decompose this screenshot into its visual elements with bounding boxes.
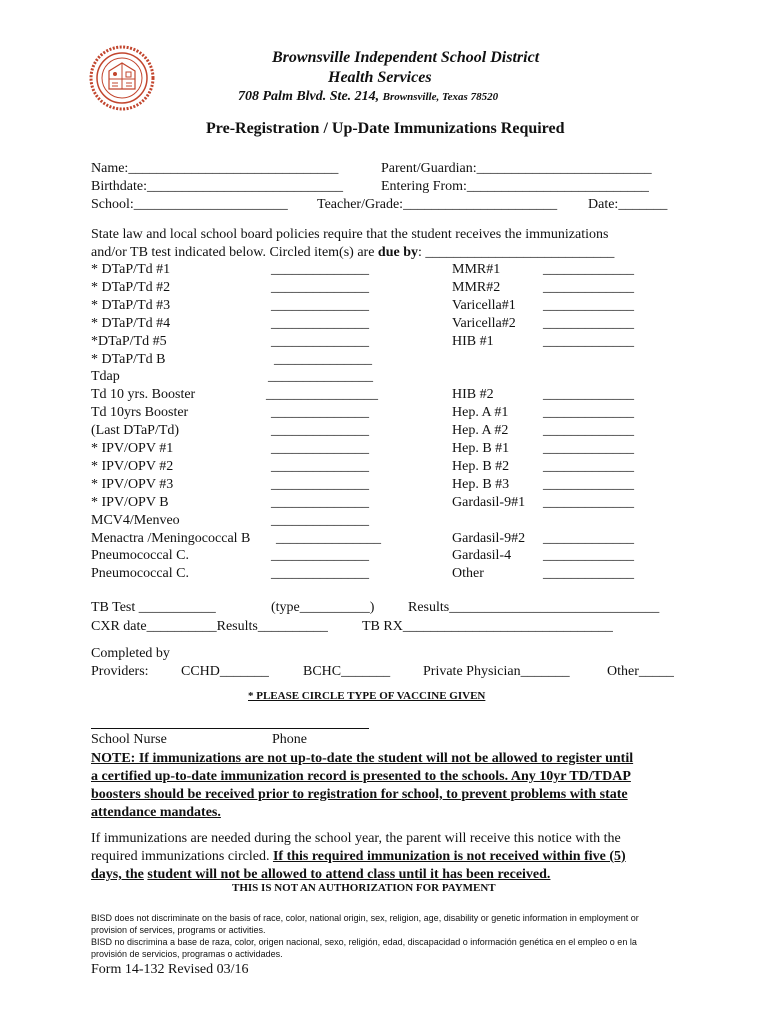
- entering-from-field[interactable]: Entering From:__________________________: [381, 179, 649, 194]
- vaccine-date-field-left[interactable]: ______________: [271, 441, 369, 456]
- vaccine-date-field-left[interactable]: ______________: [271, 297, 369, 313]
- vaccine-name-left: Td 10yrs Booster: [91, 405, 189, 421]
- vaccine-row: [91, 459, 691, 477]
- vaccine-name-right: Gardasil-9#2: [452, 530, 526, 546]
- vaccine-date-field-left[interactable]: ______________: [271, 279, 369, 295]
- vaccine-date-field-left[interactable]: ______________: [271, 458, 369, 474]
- district-name: Brownsville Independent School District: [272, 49, 540, 66]
- school-year-text: required immunizations circled.: [91, 849, 273, 864]
- vaccine-row: [91, 369, 691, 387]
- school-row: [91, 197, 691, 215]
- vaccine-date-field-right[interactable]: _____________: [543, 297, 634, 313]
- vaccine-date-field-right[interactable]: _____________: [543, 548, 634, 564]
- vaccine-name-left: * IPV/OPV #1: [91, 441, 174, 456]
- note-line-3: boosters should be received prior to registration for school, to prevent problems with state: [91, 787, 628, 802]
- five-day-warning: If this required immunization is not received within five (5): [272, 849, 626, 864]
- vaccine-row: [91, 548, 691, 566]
- vaccine-date-field-right[interactable]: _____________: [543, 279, 634, 295]
- due-by-field[interactable]: : ___________________________: [418, 245, 615, 260]
- vaccine-date-field-right[interactable]: _____________: [543, 458, 634, 474]
- vaccine-row: [91, 531, 691, 549]
- vaccine-name-left: * DTaP/Td #3: [91, 297, 171, 313]
- vaccine-name-left: * IPV/OPV #2: [91, 458, 174, 474]
- tb-test-row: [91, 600, 691, 618]
- vaccine-name-left: * DTaP/Td #4: [91, 315, 171, 331]
- signature-row: [91, 732, 691, 750]
- vaccine-date-field-left[interactable]: ______________: [271, 512, 369, 528]
- vaccine-row: [91, 513, 691, 531]
- vaccine-date-field-left[interactable]: ______________: [271, 262, 369, 277]
- completed-by-row: [91, 646, 691, 664]
- vaccine-date-field-right[interactable]: _____________: [543, 494, 634, 510]
- tb-type-field[interactable]: (type__________): [271, 600, 375, 615]
- providers-label: Providers:: [91, 664, 149, 679]
- address-street: 708 Palm Blvd. Ste. 214,: [238, 89, 380, 104]
- vaccine-name-right: HIB #1: [452, 333, 494, 349]
- tb-test-field[interactable]: TB Test ___________: [91, 600, 216, 615]
- vaccine-name-right: Hep. B #1: [452, 441, 510, 456]
- vaccine-name-left: Pneumococcal C.: [91, 566, 189, 582]
- vaccine-row: [91, 387, 691, 405]
- completed-by-label: Completed by: [91, 646, 170, 661]
- vaccine-name-right: MMR#1: [452, 262, 501, 277]
- vaccine-name-left: Pneumococcal C.: [91, 548, 189, 564]
- vaccine-date-field-left[interactable]: ______________: [271, 548, 369, 564]
- vaccine-row: [91, 352, 691, 370]
- nondiscrimination-disclaimer: [91, 912, 691, 960]
- school-year-line-1: If immunizations are needed during the school year, the parent will receive this notice with the: [91, 831, 621, 846]
- vaccine-date-field-left[interactable]: ________________: [266, 387, 378, 403]
- form-number: Form 14-132 Revised 03/16: [91, 962, 249, 977]
- tb-results-field[interactable]: Results______________________________: [408, 600, 660, 615]
- vaccine-name-left: * DTaP/Td #2: [91, 279, 171, 295]
- vaccine-date-field-right[interactable]: _____________: [543, 405, 634, 421]
- vaccine-name-left: * DTaP/Td B: [91, 351, 166, 367]
- address: [238, 89, 498, 105]
- vaccine-name-right: Hep. B #3: [452, 476, 510, 492]
- vaccine-row: [91, 262, 691, 280]
- vaccine-date-field-right[interactable]: _____________: [543, 530, 634, 546]
- disclaimer-es-2: provisión de servicios, programas o actividades.: [91, 949, 283, 959]
- vaccine-date-field-right[interactable]: _____________: [543, 333, 634, 349]
- private-physician-field[interactable]: Private Physician_______: [423, 664, 570, 679]
- intro-line-1: State law and local school board policies require that the student receives the immunizations: [91, 227, 609, 242]
- vaccine-row: [91, 298, 691, 316]
- vaccine-date-field-left[interactable]: _______________: [276, 530, 381, 546]
- vaccine-row: [91, 423, 691, 441]
- attend-class-warning: student will not be allowed to attend class until it has been received.: [147, 867, 551, 882]
- vaccine-date-field-left[interactable]: _______________: [268, 369, 373, 385]
- cxr-row: [91, 619, 691, 637]
- vaccine-name-right: Gardasil-4: [452, 548, 512, 564]
- intro-paragraph: [91, 226, 679, 262]
- intro-text: and/or TB test indicated below. Circled item(s) are: [91, 245, 378, 260]
- signature-line[interactable]: [91, 728, 369, 729]
- vaccine-name-left: MCV4/Menveo: [91, 512, 180, 528]
- form-title: Pre-Registration / Up-Date Immunizations Required: [206, 120, 565, 137]
- vaccine-name-left: * IPV/OPV #3: [91, 476, 174, 492]
- vaccine-row: [91, 495, 691, 513]
- vaccine-name-right: Varicella#1: [452, 297, 516, 313]
- disclaimer-en-2: provision of services, programs or activities.: [91, 925, 266, 935]
- birthdate-row: [91, 179, 691, 197]
- school-field[interactable]: School:______________________: [91, 197, 288, 212]
- intro-line-2: [91, 244, 679, 262]
- vaccine-date-field-left[interactable]: ______________: [271, 315, 369, 331]
- vaccine-row: [91, 405, 691, 423]
- days-the-text: days, the: [91, 867, 144, 882]
- teacher-grade-field[interactable]: Teacher/Grade:______________________: [317, 197, 558, 212]
- vaccine-date-field-left[interactable]: ______________: [271, 405, 369, 421]
- vaccine-date-field-right[interactable]: _____________: [543, 262, 634, 277]
- district-seal-logo: [89, 45, 155, 111]
- providers-row: [91, 664, 691, 682]
- vaccine-name-right: Hep. A #2: [452, 423, 509, 439]
- cxr-date-results-field[interactable]: CXR date__________Results__________: [91, 619, 328, 634]
- vaccine-date-field-left[interactable]: ______________: [271, 423, 369, 439]
- school-year-paragraph: [91, 830, 679, 884]
- vaccine-row: [91, 441, 691, 459]
- vaccine-name-right: Hep. B #2: [452, 458, 510, 474]
- vaccine-name-right: Hep. A #1: [452, 405, 509, 421]
- vaccine-row: [91, 334, 691, 352]
- circle-vaccine-note: * PLEASE CIRCLE TYPE OF VACCINE GIVEN: [248, 690, 486, 702]
- vaccine-date-field-left[interactable]: ______________: [271, 494, 369, 510]
- birthdate-field[interactable]: Birthdate:____________________________: [91, 179, 343, 194]
- name-row: [91, 161, 691, 179]
- phone-label: Phone: [272, 732, 307, 747]
- vaccine-name-right: Gardasil-9#1: [452, 494, 526, 510]
- vaccine-name-left: Td 10 yrs. Booster: [91, 387, 196, 403]
- vaccine-date-field-right[interactable]: _____________: [543, 476, 634, 492]
- vaccine-row: [91, 280, 691, 298]
- name-field[interactable]: Name:______________________________: [91, 161, 339, 176]
- note-line-4: attendance mandates.: [91, 805, 221, 820]
- school-year-line-2: [91, 848, 679, 866]
- school-nurse-label: School Nurse: [91, 732, 167, 747]
- vaccine-name-right: HIB #2: [452, 387, 494, 403]
- bchc-field[interactable]: BCHC_______: [303, 664, 391, 679]
- date-field[interactable]: Date:_______: [588, 197, 668, 212]
- vaccine-date-field-right[interactable]: _____________: [543, 441, 634, 456]
- note-line-1: NOTE: If immunizations are not up-to-date the student will not be allowed to register until: [91, 751, 634, 766]
- tb-rx-field[interactable]: TB RX______________________________: [362, 619, 613, 634]
- vaccine-date-field-right[interactable]: _____________: [543, 566, 634, 582]
- other-provider-field[interactable]: Other_____: [607, 664, 674, 679]
- vaccine-row: [91, 566, 691, 584]
- vaccine-row: [91, 316, 691, 334]
- vaccine-date-field-right[interactable]: _____________: [543, 423, 634, 439]
- vaccine-row: [91, 477, 691, 495]
- vaccine-name-right: Other: [452, 566, 484, 582]
- disclaimer-en-1: BISD does not discriminate on the basis of race, color, national origin, sex, religion, age, disability or genetic information in employment or: [91, 913, 639, 923]
- vaccine-date-field-right[interactable]: _____________: [543, 387, 634, 403]
- vaccine-name-left: * IPV/OPV B: [91, 494, 169, 510]
- parent-guardian-field[interactable]: Parent/Guardian:_________________________: [381, 161, 652, 176]
- note-line-2: a certified up-to-date immunization record is presented to the schools. Any 10yr TD/TDAP: [91, 769, 631, 784]
- department-name: Health Services: [328, 69, 432, 86]
- vaccine-date-field-left[interactable]: ______________: [271, 476, 369, 492]
- vaccine-date-field-left[interactable]: ______________: [271, 566, 369, 582]
- vaccine-name-left: *DTaP/Td #5: [91, 333, 167, 349]
- disclaimer-es-1: BISD no discrimina a base de raza, color, origen nacional, sexo, religión, edad, discapacidad o información genética en el empleo o en la: [91, 937, 637, 947]
- vaccine-date-field-right[interactable]: _____________: [543, 315, 634, 331]
- vaccine-name-right: Varicella#2: [452, 315, 516, 331]
- registration-note: [91, 750, 679, 822]
- vaccine-name-left: * DTaP/Td #1: [91, 262, 171, 277]
- address-city: Brownsville, Texas 78520: [382, 91, 499, 103]
- vaccine-date-field-left[interactable]: ______________: [274, 351, 372, 367]
- vaccine-name-right: MMR#2: [452, 279, 501, 295]
- due-by-label: due by: [377, 245, 418, 260]
- cchd-field[interactable]: CCHD_______: [181, 664, 269, 679]
- vaccine-name-left: Tdap: [91, 369, 120, 385]
- vaccine-name-left: Menactra /Meningococcal B: [91, 530, 251, 546]
- vaccine-name-left: (Last DTaP/Td): [91, 423, 180, 439]
- vaccine-date-field-left[interactable]: ______________: [271, 333, 369, 349]
- payment-note: THIS IS NOT AN AUTHORIZATION FOR PAYMENT: [232, 882, 496, 894]
